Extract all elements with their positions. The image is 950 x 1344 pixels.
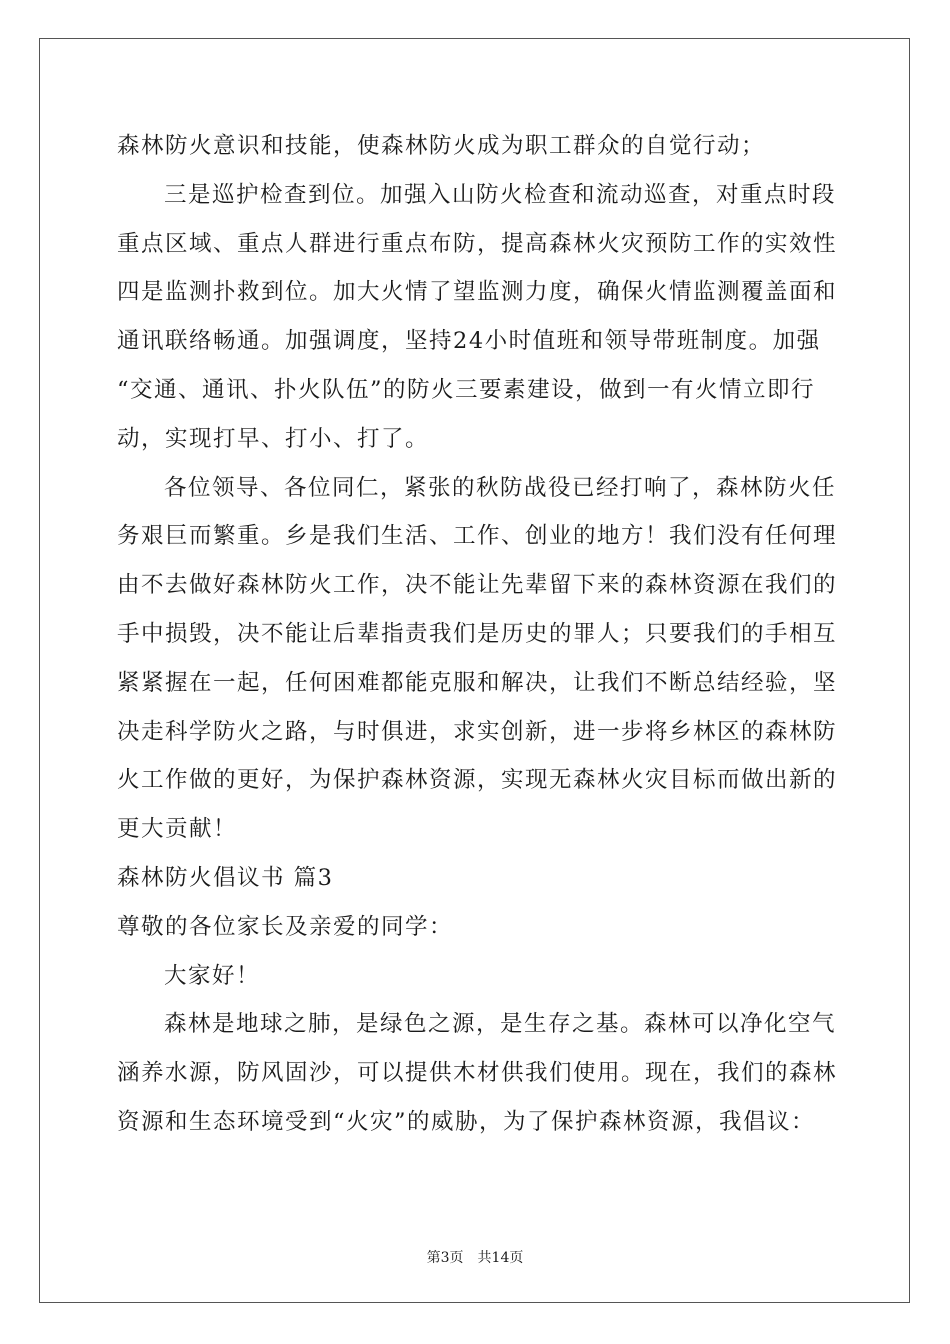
text-line: 森林防火意识和技能，使森林防火成为职工群众的自觉行动； bbox=[117, 133, 766, 159]
text-line: 重点区域、重点人群进行重点布防，提高森林火灾预防工作的实效性 bbox=[117, 230, 838, 257]
text-line: 通讯联络畅通。加强调度，坚持24小时值班和领导带班制度。加强 bbox=[117, 328, 821, 355]
text-line: 资源和生态环境受到“火灾”的威胁，为了保护森林资源，我倡议： bbox=[117, 1108, 816, 1135]
text-line: 四是监测扑救到位。加大火情了望监测力度，确保火情监测覆盖面和 bbox=[117, 279, 838, 306]
page-footer bbox=[0, 1247, 950, 1267]
text-line: 更大贡献！ bbox=[117, 816, 238, 843]
text-line: 决走科学防火之路，与时俱进，求实创新，进一步将乡林区的森林防 bbox=[117, 718, 838, 745]
greeting: 大家好！ bbox=[164, 962, 261, 989]
paragraph-start-line: 森林是地球之肺，是绿色之源，是生存之基。森林可以净化空气 bbox=[164, 1011, 837, 1038]
document-body bbox=[117, 122, 837, 1147]
text-line: 由不去做好森林防火工作，决不能让先辈留下来的森林资源在我们的 bbox=[117, 572, 838, 599]
paragraph-start-line: 三是巡护检查到位。加强入山防火检查和流动巡查，对重点时段 bbox=[164, 181, 837, 208]
page-number: 第3页 bbox=[426, 1250, 464, 1266]
salutation: 尊敬的各位家长及亲爱的同学： bbox=[117, 913, 454, 940]
paragraph-start-line: 各位领导、各位同仁，紧张的秋防战役已经打响了，森林防火任 bbox=[164, 474, 837, 501]
text-line: 紧紧握在一起，任何困难都能克服和解决，让我们不断总结经验，坚 bbox=[117, 669, 838, 696]
text-line: 务艰巨而繁重。乡是我们生活、工作、创业的地方！我们没有任何理 bbox=[117, 523, 838, 550]
section-title: 森林防火倡议书 篇3 bbox=[117, 864, 334, 891]
text-line: 涵养水源，防风固沙，可以提供木材供我们使用。现在，我们的森林 bbox=[117, 1060, 838, 1087]
text-line: 动，实现打早、打小、打了。 bbox=[117, 425, 430, 452]
text-line: “交通、通讯、扑火队伍”的防火三要素建设，做到一有火情立即行 bbox=[117, 376, 816, 403]
text-line: 手中损毁，决不能让后辈指责我们是历史的罪人；只要我们的手相互 bbox=[117, 620, 838, 647]
page-total: 共14页 bbox=[477, 1250, 524, 1266]
text-line: 火工作做的更好，为保护森林资源，实现无森林火灾目标而做出新的 bbox=[117, 767, 838, 794]
